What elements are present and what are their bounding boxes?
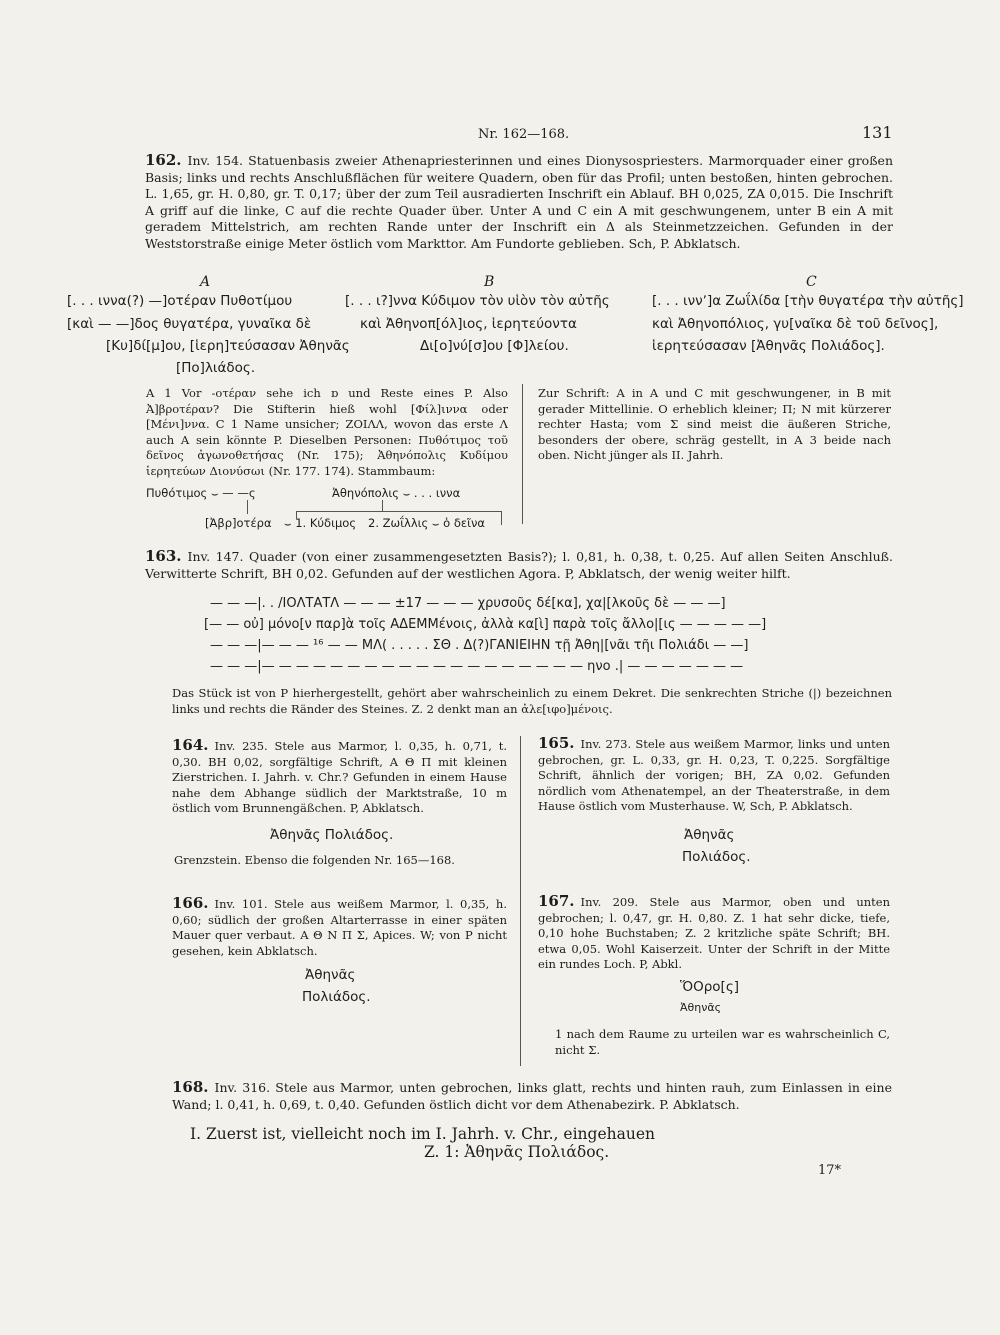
inscription-163-line-1: — — —|. . /ΙΟΛΤΑΤΛ — — — ±17 — — — χρυσοῦς δέ[κα], χα|[λκοῦς δὲ — — —] <box>210 596 726 611</box>
inscription-a-line-4: [Πο]λιάδος. <box>176 360 256 376</box>
inscription-167-line-2: Ἀθηνᾶς <box>680 1001 722 1014</box>
stemma-line <box>296 511 502 512</box>
inscription-b-line-3: Δι[ο]νύ[σ]ου [Φ]λείου. <box>420 338 569 354</box>
inscription-a-line-1: [. . . ιννα(?) —]οτέραν Πυθοτίμου <box>67 293 293 309</box>
stemma-top-left: Πυθότιμος ⌣ — —ς <box>146 486 256 500</box>
inscription-163-line-3: — — —|— — — ¹⁶ — — ΜΛ( . . . . . ΣΘ . Δ(?)ΓΑΝΙΕΙΗΝ τῇ Ἀθη|[νᾶι τῆι Πολιάδι — —] <box>210 638 749 653</box>
entry-166-text <box>172 896 507 959</box>
column-label-c: C <box>806 274 817 290</box>
entry-description: Inv. 154. Statuenbasis zweier Athenapriesterinnen und eines Dionysospriesters. Marmorquader einer großen Basis; links und rechts Anschlußflächen für weitere Quadern, oben für das Profil; unten bestoßen, hinten gebrochen. L. 1,65, gr. H. 0,80, gr. T. 0,17; über der zum Teil ausradierten Inschrift ein Ablauf. BH 0,025, ZA 0,015. Die Inschrift A griff auf die linke, C auf die rechte Quader über. Unter A und C ein A mit geschwungenem, unter B ein A mit geradem Mittelstrich, am rechten Rande unter der Inschrift ein Δ als Steinmetzzeichen. Gefunden in der Weststorstraße einige Meter östlich vom Markttor. Am Fundorte geblieben. Sch, P. Abklatsch. <box>145 153 893 251</box>
entry-number: 165. <box>538 734 575 752</box>
entry-164-text <box>172 738 507 817</box>
entry-number: 162. <box>145 151 182 169</box>
entry-162-text <box>145 152 893 252</box>
column-label-a: A <box>200 274 211 290</box>
inscription-c-line-3: ἱερητεύσασαν [Ἀθηνᾶς Πολιάδος]. <box>652 338 885 354</box>
inscription-c-line-1: [. . . ιννʼ]α Ζωΐλίδα [τὴν θυγατέρα τὴν αὐτῆς] <box>652 293 964 309</box>
entry-description: Inv. 101. Stele aus weißem Marmor, l. 0,35, h. 0,60; südlich der großen Altarterrasse in einer späten Mauer quer verbaut. Α Θ Ν Π Σ, Apices. W; von P nicht gesehen, kein Abklatsch. <box>172 897 507 958</box>
entry-description: Inv. 235. Stele aus Marmor, l. 0,35, h. 0,71, t. 0,30. BH 0,02, sorgfältige Schrift, A Θ Π mit kleinen Zierstrichen. I. Jahrh. v. Chr.? Gefunden in einem Hause nahe dem Abhange südlich der Marktstraße, 10 m östlich vom Brunnengäßchen. P, Abklatsch. <box>172 739 507 815</box>
entry-167-note: 1 nach dem Raume zu urteilen war es wahrscheinlich C, nicht Σ. <box>555 1027 890 1057</box>
entry-162-note-right: Zur Schrift: A in A und C mit geschwungener, in B mit gerader Mittellinie. O erheblich kleiner; Π; N mit kürzerer rechter Hasta; vom Σ sind meist die äußeren Striche, besonders der obere, schräg gestellt, in A 3 beide nach oben. Nicht jünger als II. Jahrh. <box>538 386 891 462</box>
entry-164-note: Grenzstein. Ebenso die folgenden Nr. 165—168. <box>174 853 455 867</box>
stemma-line <box>247 500 248 514</box>
inscription-166-line-1: Ἀθηνᾶς <box>305 967 356 983</box>
inscription-163-line-2: [— — οὐ] μόνο[ν παρ]ὰ τοῖς ΑΔΕΜΜένοις, ἀλλὰ κα[ὶ] παρὰ τοῖς ἄλλο|[ις — — — — —] <box>204 617 767 632</box>
running-title: Nr. 162—168. <box>478 127 570 142</box>
entry-description: Inv. 316. Stele aus Marmor, unten gebrochen, links glatt, rechts und hinten rauh, zum Einlassen in eine Wand; l. 0,41, h. 0,69, t. 0,40. Gefunden östlich dicht vor dem Athenabezirk. P. Abklatsch. <box>172 1080 892 1112</box>
inscription-c-line-2: καὶ Ἀθηνοπόλιος, γυ[ναῖκα δὲ τοῦ δεῖνος], <box>652 316 939 332</box>
column-label-b: B <box>484 274 495 290</box>
inscription-b-line-2: καὶ Ἀθηνοπ[όλ]ιος, ἱερητεύοντα <box>360 316 577 332</box>
inscription-b-line-1: [. . . ι?]ννα Κύδιμον τὸν υἱὸν τὸν αὐτῆς <box>345 293 610 309</box>
inscription-166-line-2: Πολιάδος. <box>302 989 371 1005</box>
column-divider <box>520 736 521 1066</box>
stemma-child-3: 2. Ζωΐλλις ⌣ ὁ δεῖνα <box>368 516 485 530</box>
entry-number: 167. <box>538 892 575 910</box>
entry-165-text <box>538 736 890 815</box>
entry-163-text <box>145 548 893 582</box>
entry-number: 168. <box>172 1078 209 1096</box>
inscription-163-line-4: — — —|— — — — — — — — — — — — — — — — — — — ηνο .| — — — — — — — <box>210 659 744 674</box>
entry-description: Inv. 147. Quader (von einer zusammengesetzten Basis?); l. 0,81, h. 0,38, t. 0,25. Auf allen Seiten Anschluß. Verwitterte Schrift, BH 0,02. Gefunden auf der westlichen Agora. P, Abklatsch, der wenig weiter hilft. <box>145 549 893 581</box>
stemma-top-right: Ἀθηνόπολις ⌣ . . . ιννα <box>332 486 461 500</box>
entry-168-line-2: Z. 1: Ἀθηνᾶς Πολιάδος. <box>424 1143 610 1161</box>
stemma-child-2: ⌣ 1. Κύδιμος <box>284 516 357 530</box>
entry-168-line-1: I. Zuerst ist, vielleicht noch im I. Jahrh. v. Chr., eingehauen <box>190 1125 655 1143</box>
printer-signature: 17* <box>818 1163 842 1178</box>
page-number: 131 <box>862 123 893 142</box>
inscription-165-line-1: Ἀθηνᾶς <box>684 827 735 843</box>
stemma-child-1: [Ἀβρ]οτέρα <box>205 516 272 530</box>
entry-number: 166. <box>172 894 209 912</box>
stemma-line <box>501 511 502 525</box>
entry-162-note-left: A 1 Vor -οτέραν sehe ich ɒ und Reste eines P. Also Ἀ]βροτέραν? Die Stifterin hieß wohl [Φίλ]ιννα oder [Μένι]ννα. C 1 Name unsicher; ΖΟΙΛΛ, wovon das erste Λ auch A sein könnte P. Dieselben Personen: Πυθότιμος τοῦ δεῖνος ἀγωνοθετήσας (Nr. 175); Ἀθηνόπολις Κυδίμου ἱερητεύων Διονύσωι (Nr. 177. 174). Stammbaum: <box>146 386 508 478</box>
inscription-164: Ἀθηνᾶς Πολιάδος. <box>270 827 394 843</box>
entry-168-text <box>172 1079 892 1113</box>
entry-number: 163. <box>145 547 182 565</box>
entry-description: Inv. 273. Stele aus weißem Marmor, links und unten gebrochen, gr. L. 0,33, gr. H. 0,23, T. 0,225. Sorgfältige Schrift, ähnlich der vorigen; BH, ZA 0,02. Gefunden nördlich vom Athenatempel, an der Theaterstraße, in dem Hause östlich vom Musterhause. W, Sch, P. Abklatsch. <box>538 737 890 813</box>
inscription-165-line-2: Πολιάδος. <box>682 849 751 865</box>
entry-description: Inv. 209. Stele aus Marmor, oben und unten gebrochen; l. 0,47, gr. H. 0,80. Z. 1 hat sehr dicke, tiefe, 0,10 hohe Buchstaben; Z. 2 kritzliche späte Schrift; BH. etwa 0,05. Wohl Kaiserzeit. Unter der Schrift in der Mitte ein rundes Loch. P, Abkl. <box>538 895 890 971</box>
column-divider <box>522 384 523 524</box>
inscription-167-line-1: ὍΟρο[ς] <box>680 979 740 995</box>
entry-number: 164. <box>172 736 209 754</box>
inscription-a-line-2: [καὶ — —]δος θυγατέρα, γυναῖκα δὲ <box>67 316 312 332</box>
inscription-a-line-3: [Κυ]δί[μ]ου, [ἱερη]τεύσασαν Ἀθηνᾶς <box>106 338 350 354</box>
entry-163-note: Das Stück ist von P hierhergestellt, gehört aber wahrscheinlich zu einem Dekret. Die senkrechten Striche (|) bezeichnen links und rechts die Ränder des Steines. Z. 2 denkt man an ἀλε[ιφο]μένοις. <box>172 686 892 716</box>
entry-167-text <box>538 894 890 973</box>
